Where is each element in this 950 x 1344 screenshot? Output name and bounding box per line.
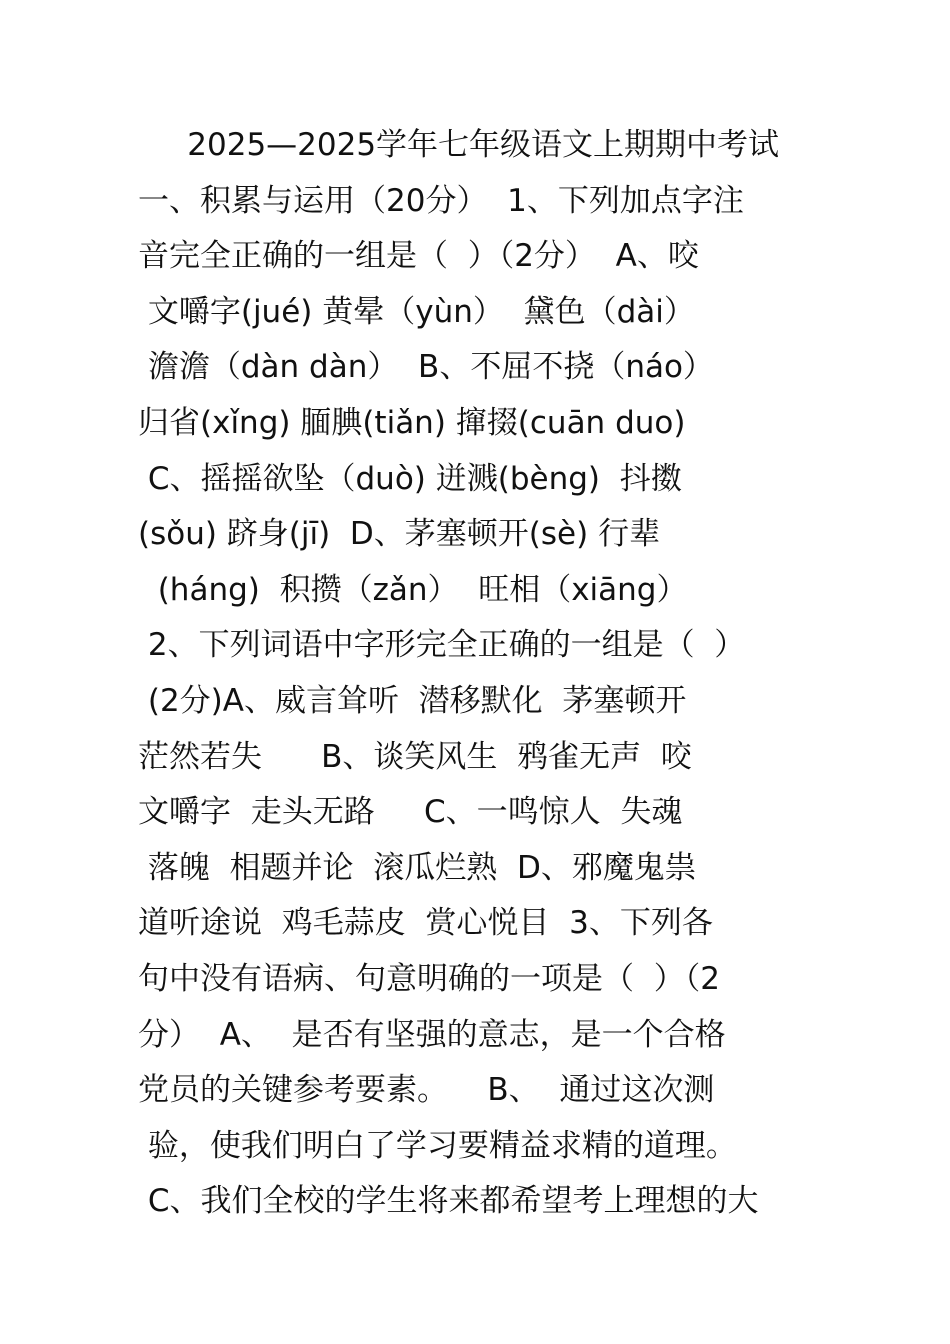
- text-line: C、摇摇欲坠（duò) 迸溅(bèng) 抖擞: [138, 460, 682, 497]
- text-line: 2、下列词语中字形完全正确的一组是（ ）: [138, 627, 746, 664]
- text-line: 道听途说 鸡毛蒜皮 赏心悦目 3、下列各: [138, 905, 713, 942]
- text-line: 验，使我们明白了学习要精益求精的道理。: [138, 1127, 737, 1164]
- text-line: 落魄 相题并论 滚瓜烂熟 D、邪魔鬼祟: [138, 849, 696, 886]
- text-line: 归省(xǐng) 腼腆(tiǎn) 撺掇(cuān duo): [138, 404, 686, 441]
- text-line: 分） A、 是否有坚强的意志，是一个合格: [138, 1016, 726, 1053]
- text-line: 文嚼字 走头无路 C、一鸣惊人 失魂: [138, 794, 683, 831]
- exam-text: [138, 118, 818, 1230]
- text-line: (háng) 积攒（zǎn） 旺相（xiāng）: [138, 571, 688, 608]
- text-line: C、我们全校的学生将来都希望考上理想的大: [138, 1183, 759, 1220]
- text-line: (2分)A、威言耸听 潜移默化 茅塞顿开: [138, 682, 687, 719]
- text-line: 澹澹（dàn dàn） B、不屈不挠（náo）: [138, 349, 714, 386]
- text-line: 句中没有语病、句意明确的一项是（ ）（2: [138, 960, 720, 997]
- text-line: 音完全正确的一组是（ ）（2分） A、咬: [138, 238, 699, 275]
- text-line: 茫然若失 B、谈笑风生 鸦雀无声 咬: [138, 738, 692, 775]
- text-line: 文嚼字(jué) 黄晕（yùn） 黛色（dài）: [138, 293, 695, 330]
- exam-title-line: 2025—2025学年七年级语文上期期中考试: [138, 127, 780, 163]
- text-line: (sǒu) 跻身(jī) D、茅塞顿开(sè) 行辈: [138, 516, 661, 553]
- text-line: 一、积累与运用（20分） 1、下列加点字注: [138, 182, 744, 219]
- text-line: 党员的关键参考要素。 B、 通过这次测: [138, 1072, 715, 1109]
